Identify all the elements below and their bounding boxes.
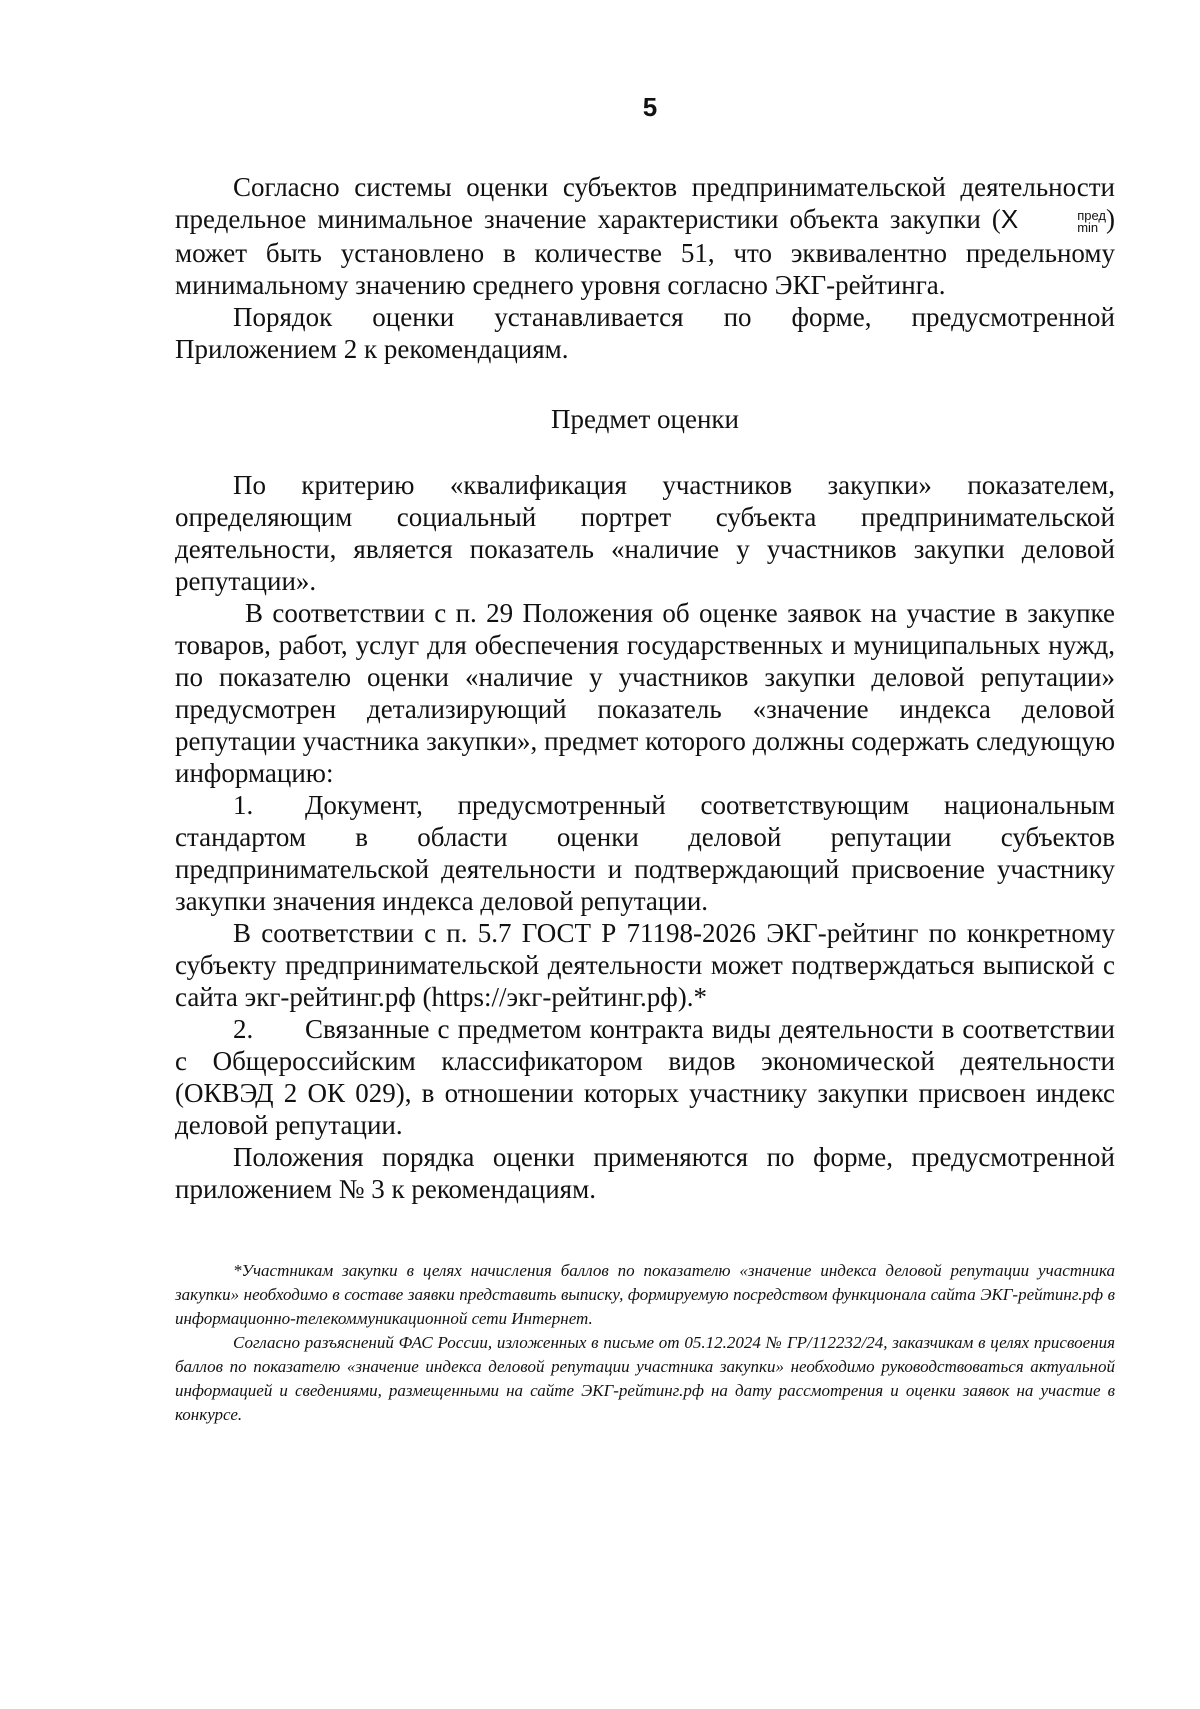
main-text xyxy=(175,171,1115,1205)
paragraph-regulation-29: В соответствии с п. 29 Положения об оценке заявок на участие в закупке товаров, работ, услуг для обеспечения государственных и муниципальных нужд, по показателю оценки «наличие у участников закупки деловой репутации» предусмотрен детализирующий показатель «значение индекса деловой репутации участника закупки», предмет которого должны содержать следующую информацию: xyxy=(175,598,1115,788)
list-item-1 xyxy=(175,789,1115,917)
list-text-2: Связанные с предметом контракта виды деятельности в соответствии с Общероссийским классификатором видов экономической деятельности (ОКВЭД 2 ОК 029), в отношении которых участнику закупки присвоен индекс деловой репутации. xyxy=(175,1014,1115,1140)
footnotes xyxy=(175,1259,1115,1427)
paragraph-gost: В соответствии с п. 5.7 ГОСТ Р 71198-2026 ЭКГ-рейтинг по конкретному субъекту предпринимательской деятельности может подтверждаться выпиской с сайта экг-рейтинг.рф (https://экг-рейтинг.рф).* xyxy=(175,918,1115,1012)
paragraph-evaluation-system xyxy=(175,171,1115,301)
list-text-1: Документ, предусмотренный соответствующим национальным стандартом в области оценки деловой репутации субъектов предпринимательской деятельности и подтверждающий присвоение участнику закупки значения индекса деловой репутации. xyxy=(175,790,1115,916)
list-item-2 xyxy=(175,1013,1115,1141)
footnote-2: Согласно разъяснений ФАС России, изложенных в письме от 05.12.2024 № ГР/112232/24, заказчикам в целях присвоения баллов по показателю «значение индекса деловой репутации участника закупки» необходимо руководствоваться актуальной информацией и сведениями, размещенными на сайте ЭКГ-рейтинг.рф на дату рассмотрения и оценки заявок на участие в конкурсе. xyxy=(175,1333,1115,1424)
section-heading: Предмет оценки xyxy=(551,404,739,434)
footnote-1: *Участникам закупки в целях начисления баллов по показателю «значение индекса деловой репутации участника закупки» необходимо в составе заявки представить выписку, формируемую посредством функционала сайта ЭКГ-рейтинг.рф в информационно-телекоммуникационной сети Интернет. xyxy=(175,1261,1115,1328)
paragraph-evaluation-system-start: Согласно системы оценки субъектов предпринимательской деятельности предельное минимальное значение характеристики объекта закупки ( xyxy=(175,172,1115,234)
paragraph-procedure: Порядок оценки устанавливается по форме, предусмотренной Приложением 2 к рекомендациям. xyxy=(175,302,1115,364)
paragraph-evaluation-system-end: ) может быть установлено в количестве 51, что эквивалентно предельному минимальному значению среднего уровня согласно ЭКГ-рейтинга. xyxy=(175,204,1115,300)
paragraph-criterion: По критерию «квалификация участников закупки» показателем, определяющим социальный портрет субъекта предпринимательской деятельности, является показатель «наличие у участников закупки деловой репутации». xyxy=(175,470,1115,596)
page-number: 5 xyxy=(642,92,658,122)
list-number-2: 2. xyxy=(233,1014,254,1044)
formula-x-pred-min xyxy=(1000,204,1106,235)
formula-symbol: X xyxy=(1000,204,1019,234)
formula-subscript: min xyxy=(1077,220,1099,235)
paragraph-appendix-3: Положения порядка оценки применяются по форме, предусмотренной приложением № 3 к рекомендациям. xyxy=(175,1142,1115,1204)
formula-superscript: пред xyxy=(1077,208,1106,223)
list-number-1: 1. xyxy=(233,790,254,820)
